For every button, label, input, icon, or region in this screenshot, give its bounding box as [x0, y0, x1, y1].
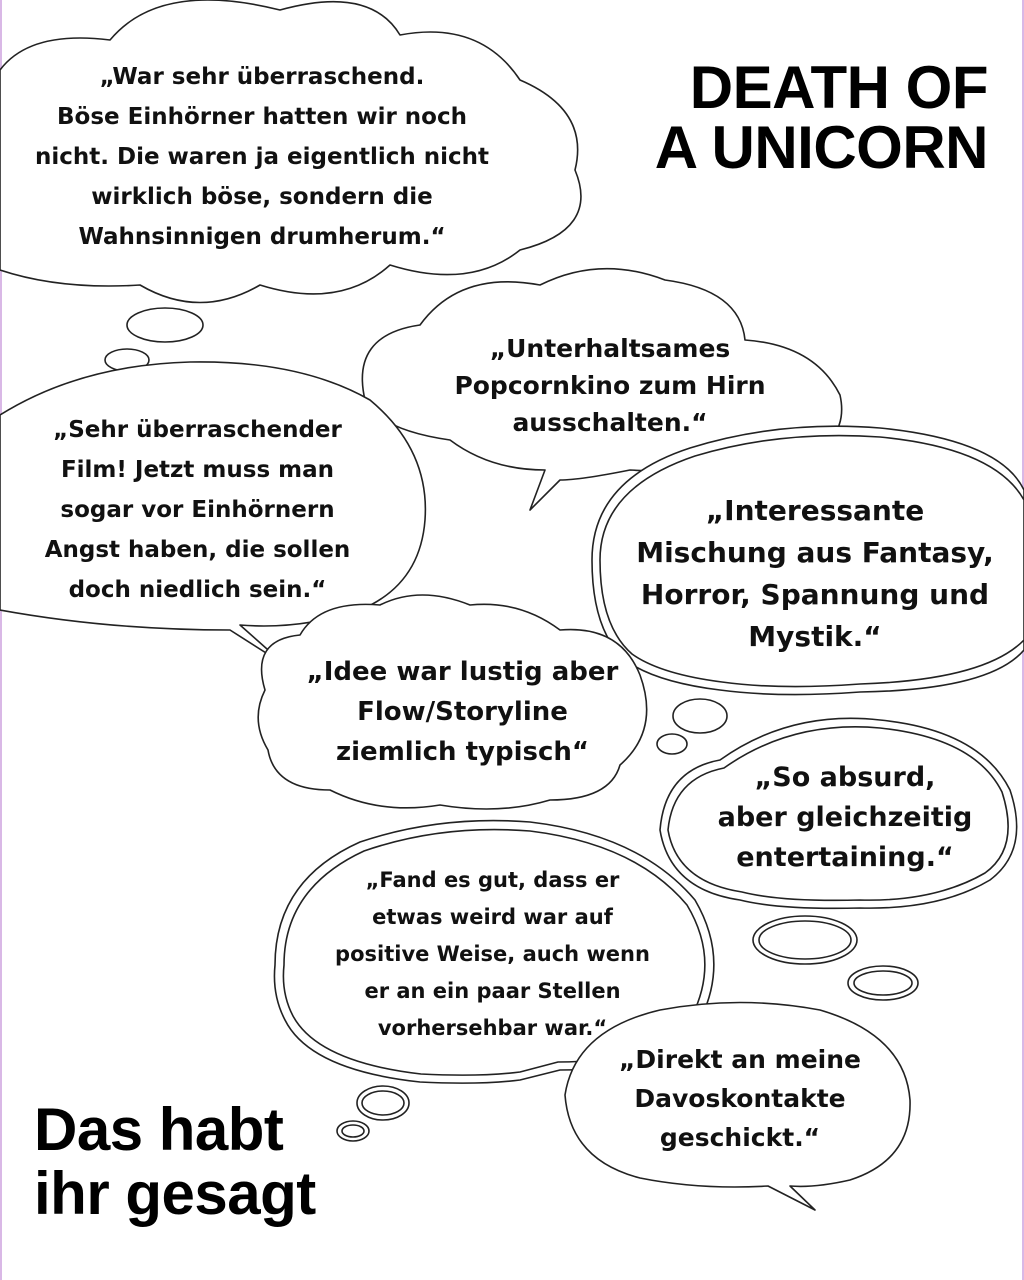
quote-5 — [285, 652, 640, 772]
thought-dot-7d — [342, 1125, 364, 1137]
quote-4 — [610, 490, 1020, 658]
subtitle-line-1: Das habt — [34, 1096, 284, 1163]
quote-3 — [10, 410, 385, 610]
quote-6 — [690, 758, 1000, 878]
quote-2 — [425, 330, 795, 441]
quote-3-line: Angst haben, die sollen — [44, 537, 351, 563]
quote-3-line: sogar vor Einhörnern — [60, 497, 335, 523]
quote-7-line: vorhersehbar war.“ — [377, 1016, 608, 1040]
quote-3-line: „Sehr überraschender — [53, 417, 342, 443]
quote-8 — [590, 1040, 890, 1157]
thought-dot-7b — [362, 1091, 404, 1115]
quote-2-line: „Unterhaltsames — [489, 334, 731, 363]
quote-1-line: Wahnsinnigen drumherum.“ — [78, 224, 446, 250]
thought-dot-6b — [759, 921, 851, 959]
quote-2-line: Popcornkino zum Hirn — [454, 371, 766, 400]
quote-1 — [12, 57, 512, 257]
quote-7-line: „Fand es gut, dass er — [365, 868, 620, 892]
quote-4-line: Mischung aus Fantasy, — [636, 536, 994, 569]
quote-3-line: Film! Jetzt muss man — [60, 457, 335, 483]
quote-3-line: doch niedlich sein.“ — [68, 577, 327, 603]
quote-7-line: etwas weird war auf — [372, 905, 613, 929]
quote-1-line: Böse Einhörner hatten wir noch — [57, 104, 467, 130]
quote-7-line: er an ein paar Stellen — [364, 979, 621, 1003]
quote-4-line: Mystik.“ — [748, 620, 882, 653]
thought-dot-1a — [127, 308, 203, 342]
quote-5-line: ziemlich typisch“ — [336, 737, 589, 767]
quote-7-line: positive Weise, auch wenn — [335, 942, 650, 966]
thought-dot-5a — [673, 699, 727, 733]
subtitle — [34, 1098, 316, 1226]
quote-1-line: wirklich böse, sondern die — [91, 184, 433, 210]
page-title — [654, 54, 988, 181]
quote-8-line: „Direkt an meine — [618, 1045, 862, 1074]
quote-6-line: entertaining.“ — [736, 842, 954, 873]
page-title-line-2: A UNICORN — [654, 114, 988, 181]
quote-4-line: Horror, Spannung und — [640, 578, 990, 611]
quote-5-line: „Idee war lustig aber — [306, 657, 619, 687]
thought-dot-5b — [657, 734, 687, 754]
quote-5-line: Flow/Storyline — [357, 697, 568, 727]
quote-6-line: „So absurd, — [754, 762, 936, 793]
thought-dot-6d — [854, 971, 912, 995]
quote-6-line: aber gleichzeitig — [717, 802, 973, 833]
quote-8-line: geschickt.“ — [659, 1123, 821, 1152]
quote-4-line: „Interessante — [705, 494, 925, 527]
quote-1-line: nicht. Die waren ja eigentlich nicht — [34, 144, 490, 170]
page-title-line-1: DEATH OF — [689, 54, 988, 121]
quote-7 — [305, 862, 680, 1047]
subtitle-line-2: ihr gesagt — [34, 1160, 316, 1227]
quote-1-line: „War sehr überraschend. — [99, 64, 425, 90]
quote-2-line: ausschalten.“ — [512, 408, 708, 437]
quote-8-line: Davoskontakte — [634, 1084, 846, 1113]
